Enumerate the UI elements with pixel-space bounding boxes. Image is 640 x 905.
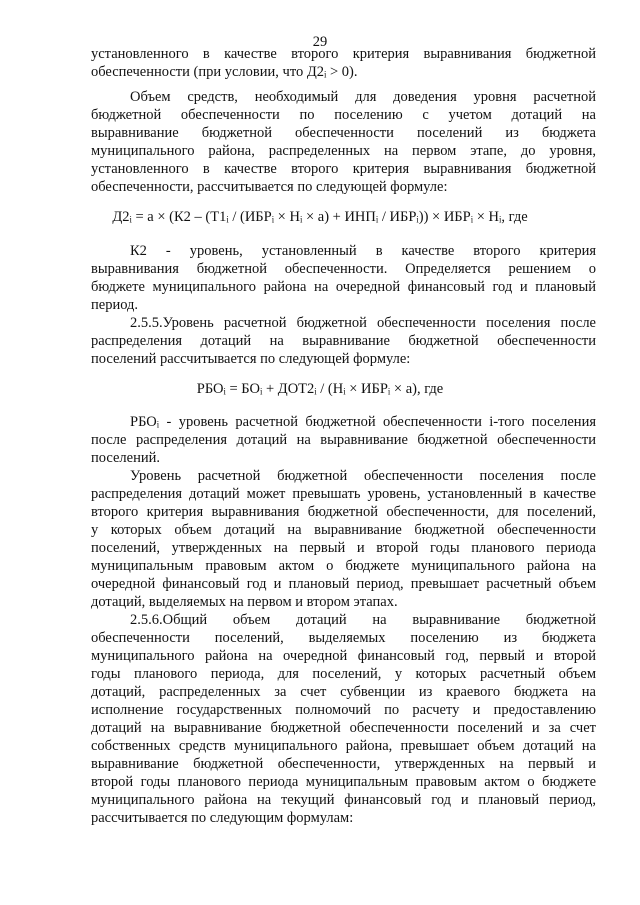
- text-line: распределения дотаций может превышать уровень, установленный в качестве: [91, 486, 596, 502]
- formula-line: Д2ᵢ = a × (К2 – (Т1ᵢ / (ИБРᵢ × Нᵢ × a) + ИНПᵢ / ИБРᵢ)) × ИБРᵢ × Нᵢ, где: [112, 209, 528, 225]
- text-line: муниципальным правовым актом о бюджете муниципального района на: [91, 558, 596, 574]
- text-line: очередной финансовый год и плановый период, превышает расчетный объем: [91, 576, 596, 592]
- page-number: 29: [312, 34, 328, 50]
- text-line: РБОᵢ - уровень расчетной бюджетной обеспеченности i-того поселения: [130, 414, 596, 430]
- text-line: поселений рассчитывается по следующей формуле:: [91, 351, 411, 367]
- text-line: муниципального района, распределенных на первом этапе, до уровня,: [91, 143, 596, 159]
- text-line: у которых объем дотаций на выравнивание бюджетной обеспеченности: [91, 522, 596, 538]
- text-line: установленного в качестве второго критерия выравнивания бюджетной: [91, 161, 596, 177]
- text-line: муниципального района на очередной финансовый год, первый и второй: [91, 648, 596, 664]
- text-line: бюджетной обеспеченности по поселению с учетом дотаций на: [91, 107, 596, 123]
- text-line: К2 - уровень, установленный в качестве второго критерия: [130, 243, 596, 259]
- text-line: поселений, утвержденных на первый и второй годы планового периода: [91, 540, 596, 556]
- text-line: муниципального района на текущий финансовый год и плановый период,: [91, 792, 596, 808]
- text-line: обеспеченности (при условии, что Д2ᵢ > 0).: [91, 64, 358, 80]
- text-line: 2.5.5.Уровень расчетной бюджетной обеспеченности поселения после: [130, 315, 596, 331]
- text-line: обеспеченности, рассчитывается по следующей формуле:: [91, 179, 448, 195]
- text-line: обеспеченности поселений, выделяемых поселению из бюджета: [91, 630, 596, 646]
- text-line: Уровень расчетной бюджетной обеспеченности поселения после: [130, 468, 596, 484]
- text-line: второго критерия выравнивания бюджетной обеспеченности, для поселений,: [91, 504, 596, 520]
- text-line: выравнивание бюджетной обеспеченности поселений из бюджета: [91, 125, 596, 141]
- text-line: выравнивания бюджетной обеспеченности. Определяется решением о: [91, 261, 596, 277]
- text-line: дотаций, распределенных за счет субвенции из краевого бюджета на: [91, 684, 596, 700]
- text-line: поселений.: [91, 450, 160, 466]
- text-line: выравнивание бюджетной обеспеченности, утвержденных на первый и: [91, 756, 596, 772]
- text-line: после распределения дотаций на выравнивание бюджетной обеспеченности: [91, 432, 596, 448]
- text-line: годы планового периода, для поселений, у которых расчетный объем: [91, 666, 596, 682]
- text-line: бюджете муниципального района на очередной финансовый год и плановый: [91, 279, 596, 295]
- formula-line: РБОᵢ = БОᵢ + ДОТ2ᵢ / (Нᵢ × ИБРᵢ × a), где: [196, 381, 444, 397]
- text-line: период.: [91, 297, 139, 313]
- text-line: 2.5.6.Общий объем дотаций на выравнивание бюджетной: [130, 612, 596, 628]
- text-line: дотаций, выделяемых на первом и втором этапах.: [91, 594, 398, 610]
- text-line: второй годы планового периода муниципальным правовым актом о бюджете: [91, 774, 596, 790]
- text-line: дотаций на выравнивание бюджетной обеспеченности поселений и за счет: [91, 720, 596, 736]
- text-line: Объем средств, необходимый для доведения уровня расчетной: [130, 89, 596, 105]
- text-line: рассчитывается по следующим формулам:: [91, 810, 354, 826]
- text-line: установленного в качестве второго критерия выравнивания бюджетной: [91, 46, 596, 62]
- text-line: распределения дотаций на выравнивание бюджетной обеспеченности: [91, 333, 596, 349]
- text-line: собственных средств муниципального района, превышает объем дотаций на: [91, 738, 596, 754]
- text-line: исполнение государственных полномочий по расчету и предоставлению: [91, 702, 596, 718]
